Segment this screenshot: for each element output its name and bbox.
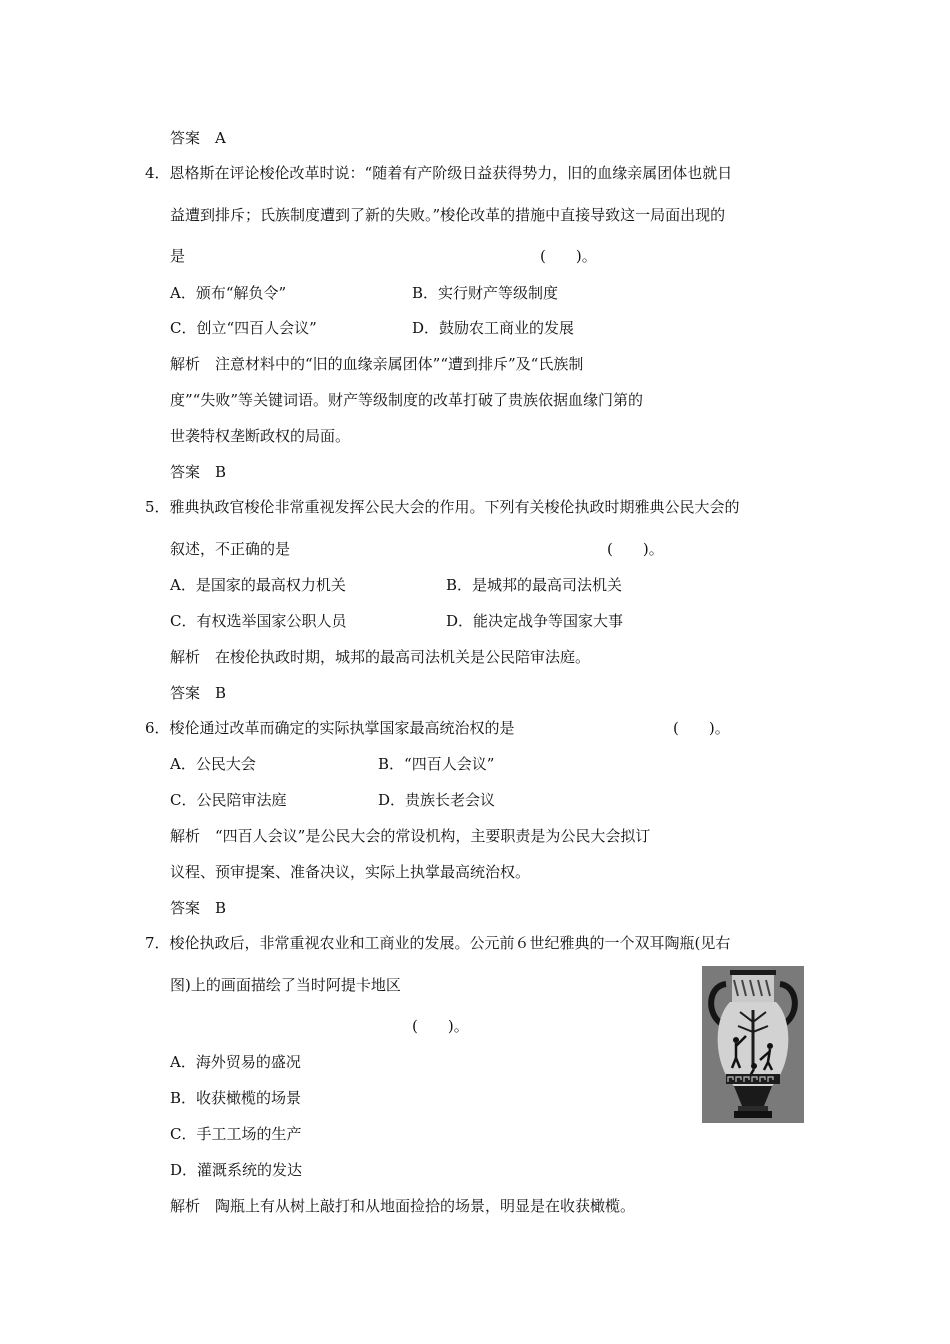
q6-analysis-line-2: 议程、预审提案、准备决议，实际上执掌最高统治权。	[170, 863, 531, 881]
q6-option-c: C．公民陪审法庭	[170, 791, 287, 809]
q4-option-a: A．颁布“解负令”	[170, 284, 287, 302]
q4-answer: 答案 B	[170, 463, 227, 481]
q4-option-d: D．鼓励农工商业的发展	[412, 319, 575, 337]
q7-option-c: C．手工工场的生产	[170, 1125, 302, 1143]
q4-option-b: B．实行财产等级制度	[412, 284, 559, 302]
q5-option-c: C．有权选举国家公职人员	[170, 612, 347, 630]
q7-stem-line-2: 图)上的画面描绘了当时阿提卡地区	[170, 976, 401, 994]
q5-stem-line-2: 叙述，不正确的是	[170, 540, 291, 558]
q7-option-d: D．灌溉系统的发达	[170, 1161, 303, 1179]
q5-answer: 答案 B	[170, 684, 227, 702]
q6-stem-line-1: 6．梭伦通过改革而确定的实际执掌国家最高统治权的是	[145, 719, 515, 737]
q4-analysis-line-2: 度”“失败”等关键词语。财产等级制度的改革打破了贵族依据血缘门第的	[170, 391, 644, 409]
q5-option-d: D．能决定战争等国家大事	[446, 612, 624, 630]
q5-stem-line-1: 5．雅典执政官梭伦非常重视发挥公民大会的作用。下列有关梭伦执政时期雅典公民大会的	[145, 498, 740, 516]
q6-option-d: D．贵族长老会议	[378, 791, 496, 809]
q7-option-a: A．海外贸易的盛况	[170, 1053, 301, 1071]
q5-analysis-line-1: 解析 在梭伦执政时期，城邦的最高司法机关是公民陪审法庭。	[170, 648, 591, 666]
q6-answer: 答案 B	[170, 899, 227, 917]
q7-analysis-line-1: 解析 陶瓶上有从树上敲打和从地面捡拾的场景，明显是在收获橄榄。	[170, 1197, 636, 1215]
q4-stem-line-2: 益遭到排斥；氏族制度遭到了新的失败。”梭伦改革的措施中直接导致这一局面出现的	[170, 206, 726, 224]
q6-answer-paren: ( )。	[673, 719, 730, 737]
amphora-illustration	[702, 966, 804, 1123]
q4-option-c: C．创立“四百人会议”	[170, 319, 317, 337]
q4-analysis-line-1: 解析 注意材料中的“旧的血缘亲属团体”“遭到排斥”及“氏族制	[170, 355, 584, 373]
q5-option-a: A．是国家的最高权力机关	[170, 576, 346, 594]
q6-option-a: A．公民大会	[170, 755, 256, 773]
q7-option-b: B．收获橄榄的场景	[170, 1089, 302, 1107]
q4-analysis-line-3: 世袭特权垄断政权的局面。	[170, 427, 351, 445]
q3-answer: 答案 A	[170, 129, 226, 147]
q4-stem-line-3: 是	[170, 247, 186, 265]
q7-answer-paren: ( )。	[412, 1017, 469, 1035]
q6-option-b: B．“四百人会议”	[378, 755, 495, 773]
q7-stem-line-1: 7．梭伦执政后，非常重视农业和工商业的发展。公元前６世纪雅典的一个双耳陶瓶(见右	[145, 934, 731, 952]
q5-answer-paren: ( )。	[607, 540, 664, 558]
q6-analysis-line-1: 解析 “四百人会议”是公民大会的常设机构，主要职责是为公民大会拟订	[170, 827, 651, 845]
amphora-image	[702, 966, 804, 1123]
q4-answer-paren: ( )。	[540, 247, 597, 265]
q4-stem-line-1: 4．恩格斯在评论梭伦改革时说：“随着有产阶级日益获得势力，旧的血缘亲属团体也就日	[145, 164, 733, 182]
q5-option-b: B．是城邦的最高司法机关	[446, 576, 623, 594]
